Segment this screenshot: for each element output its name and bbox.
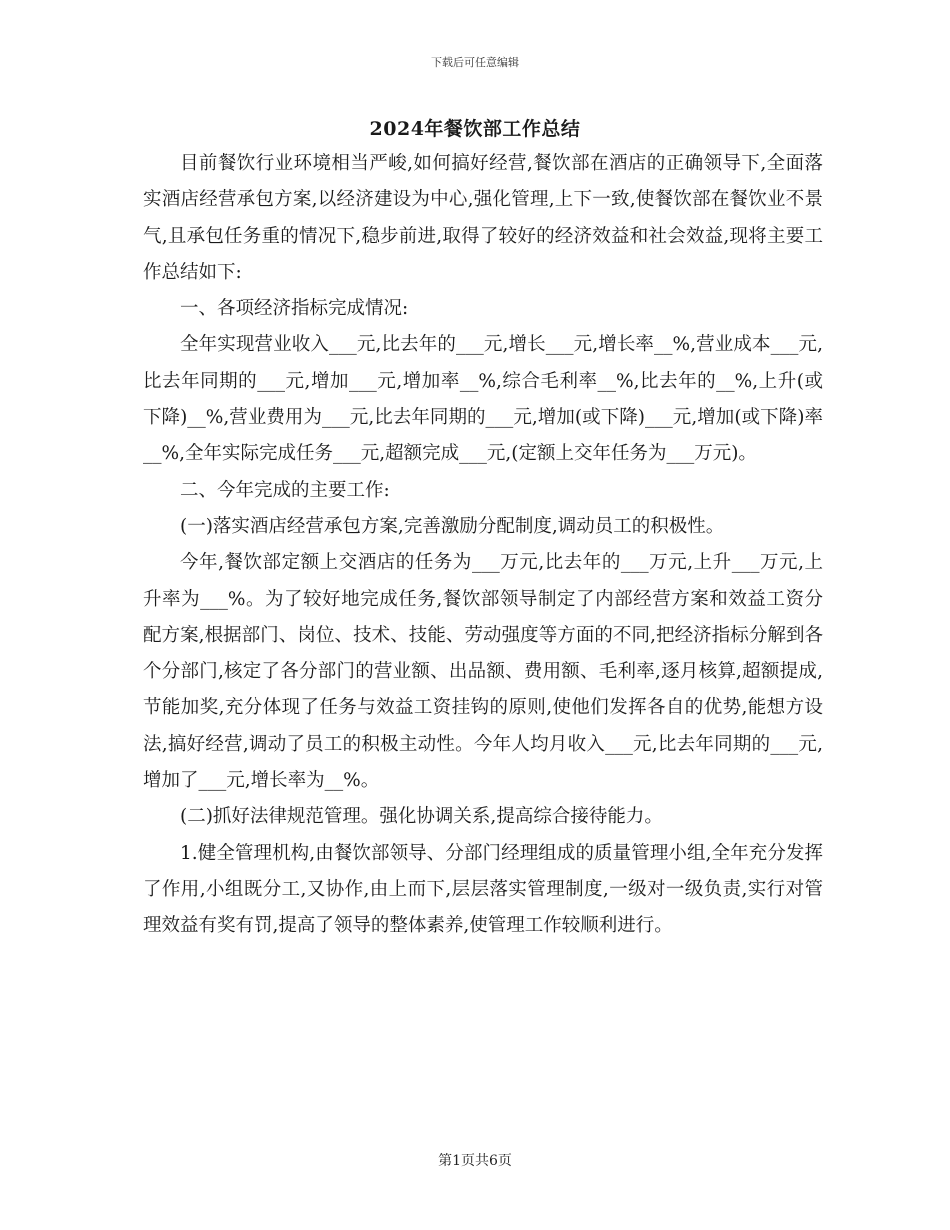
document-body	[143, 146, 823, 945]
subheading-contract-plan: (一)落实酒店经营承包方案,完善激励分配制度,调动员工的积极性。	[180, 515, 725, 537]
section-heading-indicators: 一、各项经济指标完成情况:	[180, 298, 409, 320]
paragraph-intro: 目前餐饮行业环境相当严峻,如何搞好经营,餐饮部在酒店的正确领导下,全面落实酒店经营承包方案,以经济建设为中心,强化管理,上下一致,使餐饮部在餐饮业不景气,且承包任务重的情况下,稳步前进,取得了较好的经济效益和社会效益,现将主要工作总结如下:	[143, 153, 823, 283]
paragraph-management-structure: 1.健全管理机构,由餐饮部领导、分部门经理组成的质量管理小组,全年充分发挥了作用,小组既分工,又协作,由上而下,层层落实管理制度,一级对一级负责,实行对管理效益有奖有罚,提高了领导的整体素养,使管理工作较顺利进行。	[143, 842, 823, 937]
paragraph-indicators: 全年实现营业收入___元,比去年的___元,增长___元,增长率__%,营业成本___元,比去年同期的___元,增加___元,增加率__%,综合毛利率__%,比去年的__%,上升(或下降)__%,营业费用为___元,比去年同期的___元,增加(或下降)___元,增加(或下降)率__%,全年实际完成任务___元,超额完成___元,(定额上交年任务为___万元)。	[143, 334, 823, 465]
paragraph-contract-plan: 今年,餐饮部定额上交酒店的任务为___万元,比去年的___万元,上升___万元,上升率为___%。为了较好地完成任务,餐饮部领导制定了内部经营方案和效益工资分配方案,根据部门、岗位、技术、技能、劳动强度等方面的不同,把经济指标分解到各个分部门,核定了各分部门的营业额、出品额、费用额、毛利率,逐月核算,超额提成,节能加奖,充分体现了任务与效益工资挂钩的原则,使他们发挥各自的优势,能想方设法,搞好经营,调动了员工的积极主动性。今年人均月收入___元,比去年同期的___元,增加了___元,增长率为__%。	[143, 552, 823, 792]
document-title: 2024年餐饮部工作总结	[369, 118, 581, 140]
subheading-legal-management: (二)抓好法律规范管理。强化协调关系,提高综合接待能力。	[180, 806, 663, 828]
header-note: 下载后可任意编辑	[431, 56, 519, 69]
page-indicator: 第1页共6页	[438, 1153, 512, 1169]
section-heading-main-work: 二、今年完成的主要工作:	[180, 479, 390, 501]
